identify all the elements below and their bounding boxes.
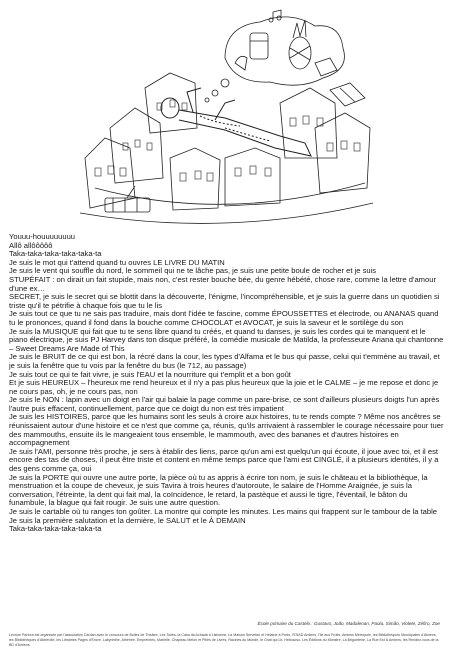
poem-line: STUPÉFAIT : on dirait un fait stupide, mais non, c'est rester bouche bée, du genre hébété, chose rare, comme la lettre d'amour d'une ex…	[9, 274, 436, 293]
poem-line: Je suis l'AMI, personne très proche, je sers à établir des liens, parce qu'un ami est quelqu'un qui écoute, il joue avec toi, et il est encore des tas de choses, il peut être triste et content en même temps parce que l'ami est CINGLÉ, il a plusieurs identités, il y a des gens comme ça, oui	[9, 446, 439, 474]
poem-line: Je suis la PORTE qui ouvre une autre porte, la pièce où tu as appris à écrire ton nom, je suis le château et la bibliothèque, la menstruation et la coupe de cheveux, je suis Tavira à trois heures d'autoroute, le salaire de l'Homme Araignée, je suis la conversation, l'étreinte, la dent qui fait mal, la coïncidence, le retard, la pastèque et aussi le tigre, l'éventail, le bâton du funambule, la blague qui fait rougir. Je suis une autre question.	[9, 472, 428, 508]
poem-line: Taka-taka-taka-taka-taka-ta	[9, 524, 102, 534]
poem-line: Taka-taka-taka-taka-taka-ta	[9, 249, 102, 259]
tram	[105, 186, 150, 212]
floating-figure	[161, 88, 311, 156]
poem-line: Je suis le mot qui t'attend quand tu ouvres LE LIVRE DU MATIN	[9, 257, 225, 267]
open-book	[330, 83, 365, 106]
poem-line: Et je suis HEUREUX – l'heureux me rend heureux et il n'y a pas plus heureux que la joie et le CALME – je me repose et donc je ne cours pas, oh, je ne cours pas, non	[9, 378, 439, 396]
illustration	[75, 8, 375, 230]
poem-text	[9, 233, 445, 534]
poem-line: Je suis le NON : lapin avec un doigt en l'air qui balaie la page comme un pare-brise, ce sont d'ailleurs plusieurs doigts l'un après l'autre puis effacent, continuellement, parce que ce doigt du non est très impatient	[9, 395, 440, 413]
school-signature: École primaire du Castelo : Gustavo, João, Madalenan, Paola, Simão, Violete, Zéfiro, Zoe	[257, 621, 440, 626]
poem-line: Je suis le cartable où tu ranges ton goûter. La montre qui compte les minutes. Les mains qui frappent sur le tambour de la table	[9, 507, 438, 516]
poem-line: SECRET, je suis le secret qui se blottit dans la découverte, l'énigme, l'incompréhensible, et je suis la guerre dans un quotidien si triste qu'il te pétrifie à chaque fois que tu le lis	[9, 292, 440, 310]
poem-line: Je suis tout ce que tu ne sais pas traduire, mais dont l'idée te fascine, comme ÉPOUSSETTES et électrode, ou ANANAS quand tu le prononces, quand il fond dans la bouche comme CHOCOLAT et AVOCAT, je suis la saveur et le sortilège du son	[9, 309, 439, 327]
poem-line: Je suis le vent qui souffle du nord, le sommeil qui ne te lâche pas, je suis une petite boule de rocher et je suis	[9, 266, 377, 276]
thought-bubble	[205, 10, 344, 102]
poem-line: Je suis tout ce qui te fait vivre, je suis l'EAU et la nourriture qui t'emplit et a bon goût	[9, 369, 291, 379]
credits-footer: Lecture Partout est organisée par l'association Cardan avec le concours de Bulles de Théâtre, Les Toiles, la Casa da Achada à Lisbonne, La Maison Serveteu et Hélaine à Porto, l'ESAD Amiens, l'île aux Fruits, Amiens Métropole, les Bibliothèques Municipales d'Amiens, les Bibliothèques d'Abbeville, les Librairies Pages d'Encre, Labyrinthe, Athénée, Empreintes, Martelle, Chapeau Melon et Pilles de Livres, Racines du Monde, le Chat qui Lit, Hellososo, Les Éditions du Monstre, La Brigueterie, La Rue Est À Amiens, les Rendez-vous de la BD d'Amiens.	[9, 633, 439, 647]
poem-line: Je suis la première salutation et la dernière, le SALUT et le À DEMAIN	[9, 515, 246, 525]
poem-line: Youuu-houuuuuuuu	[9, 232, 76, 241]
city-buildings	[80, 73, 373, 223]
poem-line: Je suis les HISTOIRES, parce que les humains sont les seuls à croire aux histoires, tu te rends compte ? Même nos ancêtres se réunissaient autour d'une histoire et ce n'est que comme ça, réunis, qu'ils arrivaient à rassembler le courage nécessaire pour tuer des mammouths, ensuite ils le mangeaient tous ensemble, le mammouth, avec des bananes et d'autres histoires en accompagnement	[9, 412, 444, 448]
poem-line: Je suis la MUSIQUE qui fait que tu te sens libre quand tu créés, et quand tu danses, je suis les cordes qui te manquent et le piano électrique, je suis PJ Harvey dans ton disque préféré, la comédie musicale de Matilda, la professeure Ariana qui chantonne – Sweet Dreams Are Made of This	[9, 326, 444, 353]
poem-line: Allô allôôôôô	[9, 240, 53, 250]
poem-line: Je suis le BRUIT de ce qui est bon, la récré dans la cour, les types d'Alfama et le bus qui passe, celui qui t'emmène au travail, et je suis la fenêtre que tu vois par la fenêtre du bus (le 712, au passage)	[9, 352, 440, 370]
